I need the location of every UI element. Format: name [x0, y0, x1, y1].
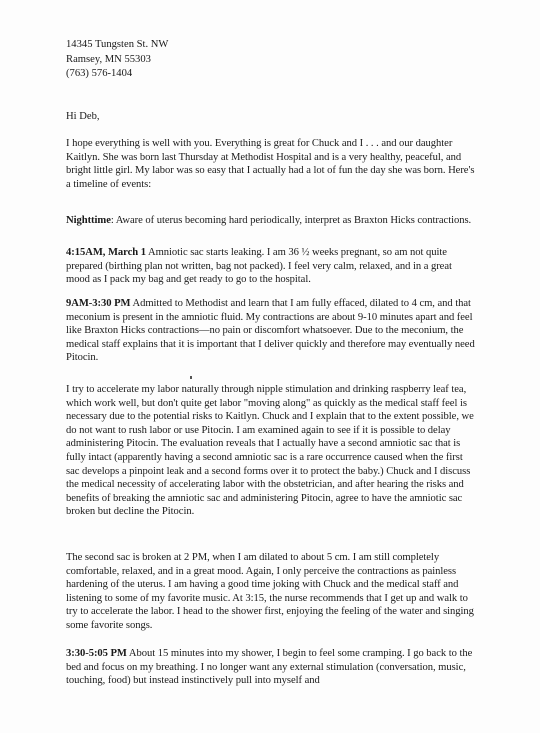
paragraph-330pm — [66, 647, 476, 688]
paragraph-march-1 — [66, 246, 476, 287]
address-city: Ramsey, MN 55303 — [66, 53, 151, 65]
paragraph-intro: I hope everything is well with you. Everything is great for Chuck and I . . . and our daughter Kaitlyn. She was born last Thursday at Methodist Hospital and is a very healthy, peaceful, and bright little girl. My labor was so easy that I actually had a lot of fun the day she was born. Here's a timeline of events: — [66, 138, 475, 190]
scan-artifact — [190, 376, 192, 379]
timeline-label-330pm: 3:30-5:05 PM — [66, 648, 127, 659]
timeline-label-9am: 9AM-3:30 PM — [66, 298, 131, 309]
salutation: Hi Deb, — [66, 111, 100, 122]
sender-address — [66, 38, 366, 82]
address-phone: (763) 576-1404 — [66, 68, 133, 79]
timeline-text-march-1: Amniotic sac starts leaking. I am 36 ½ weeks pregnant, so am not quite prepared (birthing plan not written, bag not packed). I feel very calm, relaxed, and in a great mood as I pack my bag and get ready to go to the hospital. — [66, 247, 452, 286]
paragraph-9am — [66, 297, 476, 365]
timeline-text-330pm: About 15 minutes into my shower, I begin to feel some cramping. I go back to the bed and focus on my breathing. I no longer want any external stimulation (conversation, music, touching, food) but instead instinctively pull into myself and — [66, 648, 473, 687]
timeline-text-nighttime: : Aware of uterus becoming hard periodically, interpret as Braxton Hicks contractions. — [110, 215, 472, 226]
paragraph-nighttime — [66, 214, 476, 228]
paragraph-second-sac: The second sac is broken at 2 PM, when I am dilated to about 5 cm. I am still completely comfortable, relaxed, and in a great mood. Again, I only perceive the contractions as painless hardening of the uterus. I am having a good time joking with Chuck and the medical staff and listening to some of my favorite music. At 3:15, the nurse recommends that I get up and walk to try to accelerate the labor. I head to the shower first, enjoying the feeling of the water and singing some favorite songs. — [66, 552, 474, 631]
address-street: 14345 Tungsten St. NW — [66, 39, 169, 50]
timeline-text-9am: Admitted to Methodist and learn that I am fully effaced, dilated to 4 cm, and that meconium is present in the amniotic fluid. My contractions are about 9-10 minutes apart and feel like Braxton Hicks contractions—no pain or discomfort whatsoever. Due to the meconium, the medical staff explains that it is important that I deliver quickly and therefore may eventually need Pitocin. — [66, 298, 475, 364]
paragraph-accelerate: I try to accelerate my labor naturally through nipple stimulation and drinking raspberry leaf tea, which work well, but don't quite get labor "moving along" as quickly as the medical staff feel is necessary due to the potential risks to Kaitlyn. Chuck and I explain that to the extent possible, we do not want to rush labor or use Pitocin. I am examined again to see if it is possible to delay administering Pitocin. The evaluation reveals that I actually have a second amniotic sac that is fully intact (apparently having a second amniotic sac is a rare occurrence caused when the first sac develops a pinpoint leak and a second forms over it to protect the baby.) Chuck and I discuss the medical necessity of accelerating labor with the obstetrician, and after hearing the risks and benefits of breaking the amniotic sac and administering Pitocin, agree to have the amniotic sac broken but decline the Pitocin. — [66, 384, 474, 518]
timeline-label-nighttime: Nighttime — [66, 215, 111, 226]
timeline-label-march-1: 4:15AM, March 1 — [66, 247, 146, 258]
